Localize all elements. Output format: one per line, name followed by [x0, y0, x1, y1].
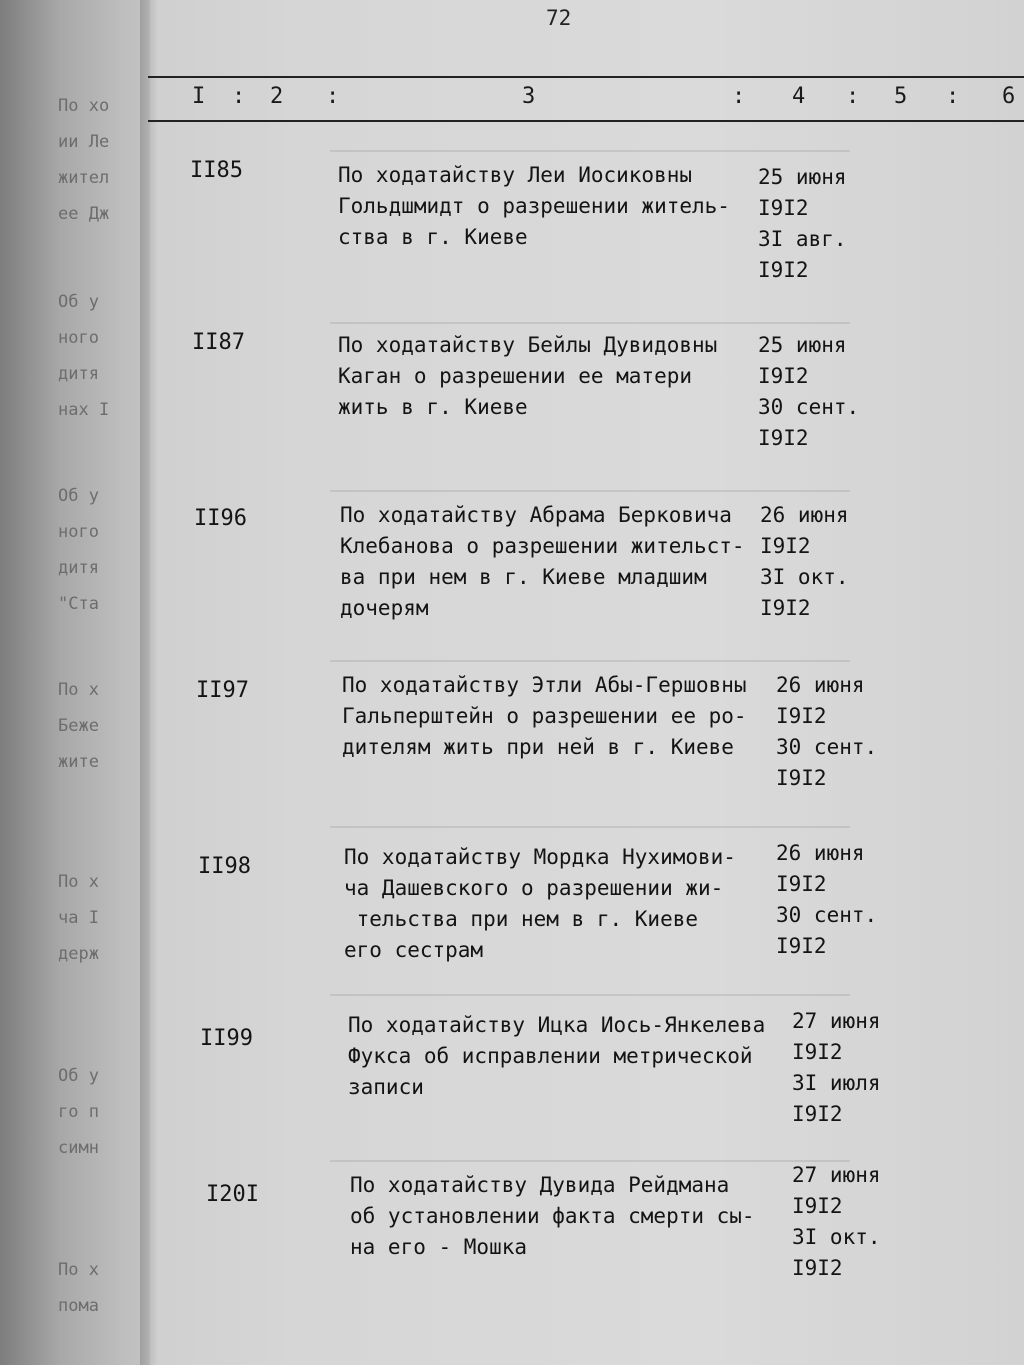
- entry-description: [350, 1170, 755, 1263]
- left-page-fragment: дитя: [58, 364, 99, 384]
- page-fold-shadow: [140, 0, 158, 1365]
- end-date: 30 сент.: [758, 395, 860, 419]
- header-rule-bottom: [148, 120, 1024, 122]
- bleed-through-mark: [330, 1160, 850, 1162]
- column-header-6: 6: [1002, 84, 1016, 109]
- start-year: I9I2: [776, 704, 827, 728]
- start-date: 26 июня: [776, 841, 865, 865]
- description-line: По ходатайству Этли Абы-Гершовны: [342, 673, 747, 697]
- end-year: I9I2: [758, 258, 809, 282]
- description-line: его сестрам: [344, 938, 484, 962]
- start-date: 25 июня: [758, 333, 847, 357]
- entry-dates: [758, 330, 859, 454]
- description-line: Фукса об исправлении метрической: [348, 1044, 753, 1068]
- end-year: I9I2: [776, 934, 827, 958]
- start-year: I9I2: [776, 872, 827, 896]
- end-year: I9I2: [792, 1256, 843, 1280]
- start-date: 26 июня: [760, 503, 849, 527]
- end-date: 3I окт.: [760, 565, 849, 589]
- description-line: ча Дашевского о разрешении жи-: [344, 876, 724, 900]
- left-page-fragment: пома: [58, 1296, 99, 1316]
- description-line: дителям жить при ней в г. Киеве: [342, 735, 734, 759]
- entry-number: I20I: [206, 1182, 259, 1207]
- left-page-fragment: ного: [58, 328, 99, 348]
- column-header-2: 2: [270, 84, 284, 109]
- left-page-fragment: Об у: [58, 1066, 99, 1086]
- bleed-through-mark: [330, 994, 850, 996]
- left-page-fragment: По х: [58, 1260, 99, 1280]
- entry-number: II85: [190, 158, 243, 183]
- entry-description: [348, 1010, 765, 1103]
- left-page-fragment: ии Ле: [58, 132, 110, 152]
- description-line: ва при нем в г. Киеве младшим: [340, 565, 707, 589]
- left-page-fragment: Об у: [58, 292, 99, 312]
- column-header-3: 3: [522, 84, 536, 109]
- entry-description: [342, 670, 747, 763]
- bleed-through-mark: [330, 322, 850, 324]
- description-line: тельства при нем в г. Киеве: [344, 907, 699, 931]
- entry-number: II87: [192, 330, 245, 355]
- description-line: дочерям: [340, 596, 429, 620]
- description-line: Гольдшмидт о разрешении житель-: [338, 194, 730, 218]
- left-page-fragment: ее Дж: [58, 204, 110, 224]
- description-line: По ходатайству Абрама Берковича: [340, 503, 732, 527]
- left-page-fragment: нах I: [58, 400, 110, 420]
- column-header-5: 5: [894, 84, 908, 109]
- description-line: на его - Мошка: [350, 1235, 528, 1259]
- entry-dates: [776, 838, 877, 962]
- end-year: I9I2: [760, 596, 811, 620]
- header-rule-top: [148, 76, 1024, 78]
- entry-number: II98: [198, 854, 251, 879]
- description-line: Гальперштейн о разрешении ее ро-: [342, 704, 747, 728]
- left-page-fragment: симн: [58, 1138, 99, 1158]
- start-year: I9I2: [758, 364, 809, 388]
- end-date: 3I авг.: [758, 227, 847, 251]
- bleed-through-mark: [330, 490, 850, 492]
- description-line: об установлении факта смерти сы-: [350, 1204, 755, 1228]
- left-page-fragment: жител: [58, 168, 110, 188]
- column-header-1: I: [192, 84, 206, 109]
- left-page-fragment: го п: [58, 1102, 99, 1122]
- bleed-through-mark: [330, 826, 850, 828]
- entry-description: [338, 330, 717, 423]
- entry-dates: [792, 1160, 881, 1284]
- start-date: 27 июня: [792, 1163, 881, 1187]
- entry-dates: [792, 1006, 881, 1130]
- left-page-fragment: По х: [58, 872, 99, 892]
- description-line: записи: [348, 1075, 424, 1099]
- bleed-through-mark: [330, 150, 850, 152]
- end-date: 3I июля: [792, 1071, 881, 1095]
- left-page-fragment: По хо: [58, 96, 110, 116]
- start-date: 25 июня: [758, 165, 847, 189]
- left-page-fragment: жите: [58, 752, 99, 772]
- entry-number: II99: [200, 1026, 253, 1051]
- left-page-edge: [0, 0, 150, 1365]
- description-line: По ходатайству Ицка Иось-Янкелева: [348, 1013, 766, 1037]
- description-line: По ходатайству Леи Иосиковны: [338, 163, 693, 187]
- column-header-separator: :: [946, 84, 960, 109]
- description-line: По ходатайству Дувида Рейдмана: [350, 1173, 730, 1197]
- start-date: 27 июня: [792, 1009, 881, 1033]
- entry-description: [340, 500, 745, 624]
- entry-description: [338, 160, 730, 253]
- entry-dates: [758, 162, 847, 286]
- entry-number: II96: [194, 506, 247, 531]
- end-year: I9I2: [792, 1102, 843, 1126]
- description-line: ства в г. Киеве: [338, 225, 528, 249]
- left-page-fragment: "Ста: [58, 594, 99, 614]
- end-year: I9I2: [776, 766, 827, 790]
- left-page-fragment: ча I: [58, 908, 99, 928]
- left-page-fragment: Беже: [58, 716, 99, 736]
- end-year: I9I2: [758, 426, 809, 450]
- start-year: I9I2: [758, 196, 809, 220]
- end-date: 30 сент.: [776, 735, 878, 759]
- entry-dates: [760, 500, 849, 624]
- left-page-fragment: дитя: [58, 558, 99, 578]
- column-header-4: 4: [792, 84, 806, 109]
- start-year: I9I2: [792, 1194, 843, 1218]
- description-line: жить в г. Киеве: [338, 395, 528, 419]
- page-number: 72: [546, 6, 572, 30]
- end-date: 3I окт.: [792, 1225, 881, 1249]
- column-header-separator: :: [326, 84, 340, 109]
- entry-number: II97: [196, 678, 249, 703]
- start-date: 26 июня: [776, 673, 865, 697]
- column-header-separator: :: [732, 84, 746, 109]
- column-header-separator: :: [846, 84, 860, 109]
- end-date: 30 сент.: [776, 903, 878, 927]
- left-page-fragment: По х: [58, 680, 99, 700]
- description-line: По ходатайству Бейлы Дувидовны: [338, 333, 718, 357]
- column-header-separator: :: [232, 84, 246, 109]
- start-year: I9I2: [792, 1040, 843, 1064]
- bleed-through-mark: [330, 660, 850, 662]
- left-page-fragment: ного: [58, 522, 99, 542]
- entry-description: [344, 842, 736, 966]
- description-line: По ходатайству Мордка Нухимови-: [344, 845, 736, 869]
- start-year: I9I2: [760, 534, 811, 558]
- left-page-fragment: держ: [58, 944, 99, 964]
- left-page-fragment: Об у: [58, 486, 99, 506]
- entry-dates: [776, 670, 877, 794]
- description-line: Клебанова о разрешении жительст-: [340, 534, 745, 558]
- description-line: Каган о разрешении ее матери: [338, 364, 693, 388]
